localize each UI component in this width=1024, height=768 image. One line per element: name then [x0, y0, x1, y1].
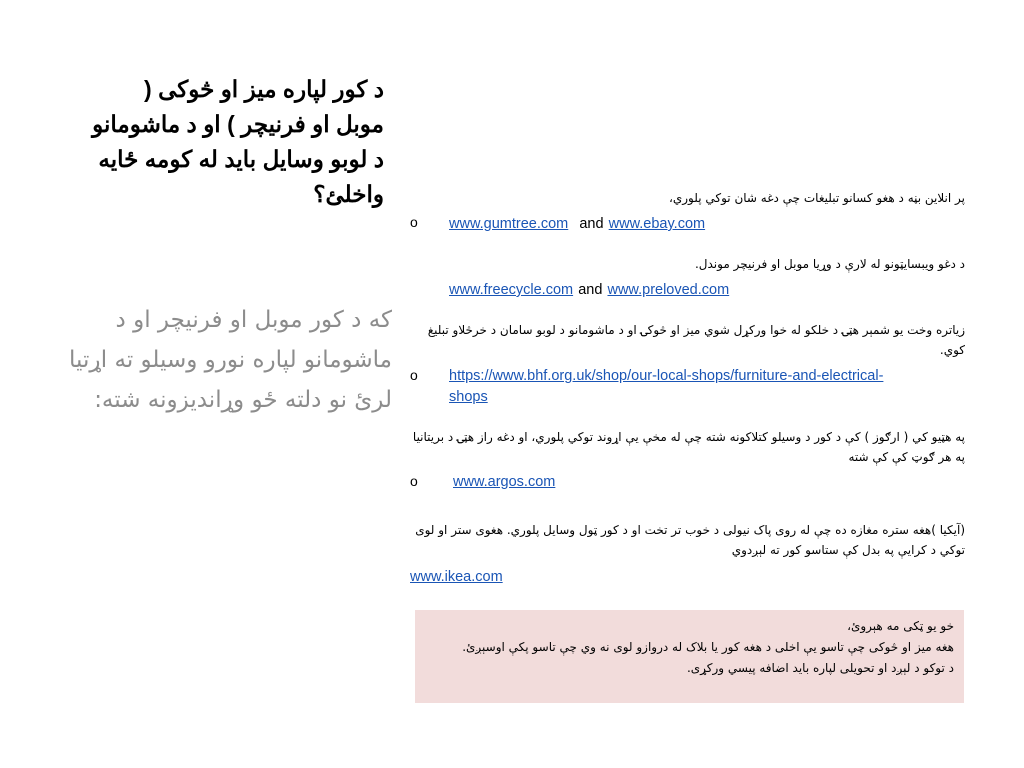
bullet-marker: o [410, 473, 418, 489]
section-online-ads-text: پر انلاین بڼه د هغو کسانو تبلیغات چې دغه شان توکي پلوري، [668, 191, 965, 205]
reminder-box [415, 610, 964, 703]
section-free-furniture-text: د دغو ویبسایټونو له لارې د وړیا موبل او فرنیچر موندل. [694, 257, 965, 271]
preloved-link[interactable]: www.preloved.com [607, 282, 730, 298]
ebay-link[interactable]: www.ebay.com [608, 216, 706, 232]
link-joiner: and [579, 216, 604, 232]
section-argos-link [453, 471, 555, 492]
argos-link[interactable]: www.argos.com [453, 474, 556, 490]
section-ikea-text: (آیکیا )هغه ستره مغازه ده چې له روی پاک نیولی د خوب تر تخت او د کور ټول وسایل پلوري. هغوی ستر او لوی توکي د کرایې په بدل کې ستاسو کور ته لېږدوي [415, 523, 965, 557]
link-joiner: and [578, 282, 603, 298]
reminder-line-3: د توکو د لېږد او تحویلی لپاره باید اضافه پیسي ورکړی. [686, 661, 954, 675]
reminder-line-2: هغه میز او څوکی چې تاسو یې اخلی د هغه کور یا بلاک له دروازو لوی نه وي چې تاسو پکې اوسېږئ. [462, 640, 954, 654]
reminder-text [423, 616, 954, 679]
bullet-marker: o [410, 367, 418, 383]
bhf-link[interactable]: https://www.bhf.org.uk/shop/our-local-shops/furniture-and-electrical- [449, 368, 884, 384]
ikea-link[interactable]: www.ikea.com [410, 569, 503, 585]
freecycle-link[interactable]: www.freecycle.com [449, 282, 574, 298]
bhf-link-continued[interactable]: shops [449, 389, 488, 405]
section-ikea-link [410, 566, 503, 587]
page-title: د کور لپاره میز او څوکی ( موبل او فرنیچر ) او د ماشومانو د لوبو وسایل باید له کومه ځایه واخلئ؟ [92, 76, 384, 207]
reminder-line-1: خو یو ټکی مه هېروئ، [847, 619, 954, 633]
gumtree-link[interactable]: www.gumtree.com [449, 216, 569, 232]
bullet-marker: o [410, 214, 418, 230]
section-argos-text: په هټیو کي ( ارګوز ) کې د کور د وسیلو کتلاکونه شته چې له مخې یې اړوند توکي پلوري، او دغه راز هټۍ د بریتانیا په هر ګوټ کې کې شته [412, 430, 965, 464]
section-online-ads-links [449, 213, 705, 234]
section-donated-shops-link [449, 365, 883, 407]
page-subtitle: که د کور موبل او فرنیچر او د ماشومانو لپاره نورو وسیلو ته اړتیا لرئ نو دلته ځو وړاندیزونه شته: [69, 307, 392, 413]
section-donated-shops-text: زیاتره وخت یو شمېر هټۍ د خلکو له خوا ورکړل شوي میز او څوکۍ او د ماشومانو د لوبو سامان د خرڅلاو تبلیغ کوي. [427, 323, 965, 357]
section-free-furniture-links [410, 279, 729, 300]
